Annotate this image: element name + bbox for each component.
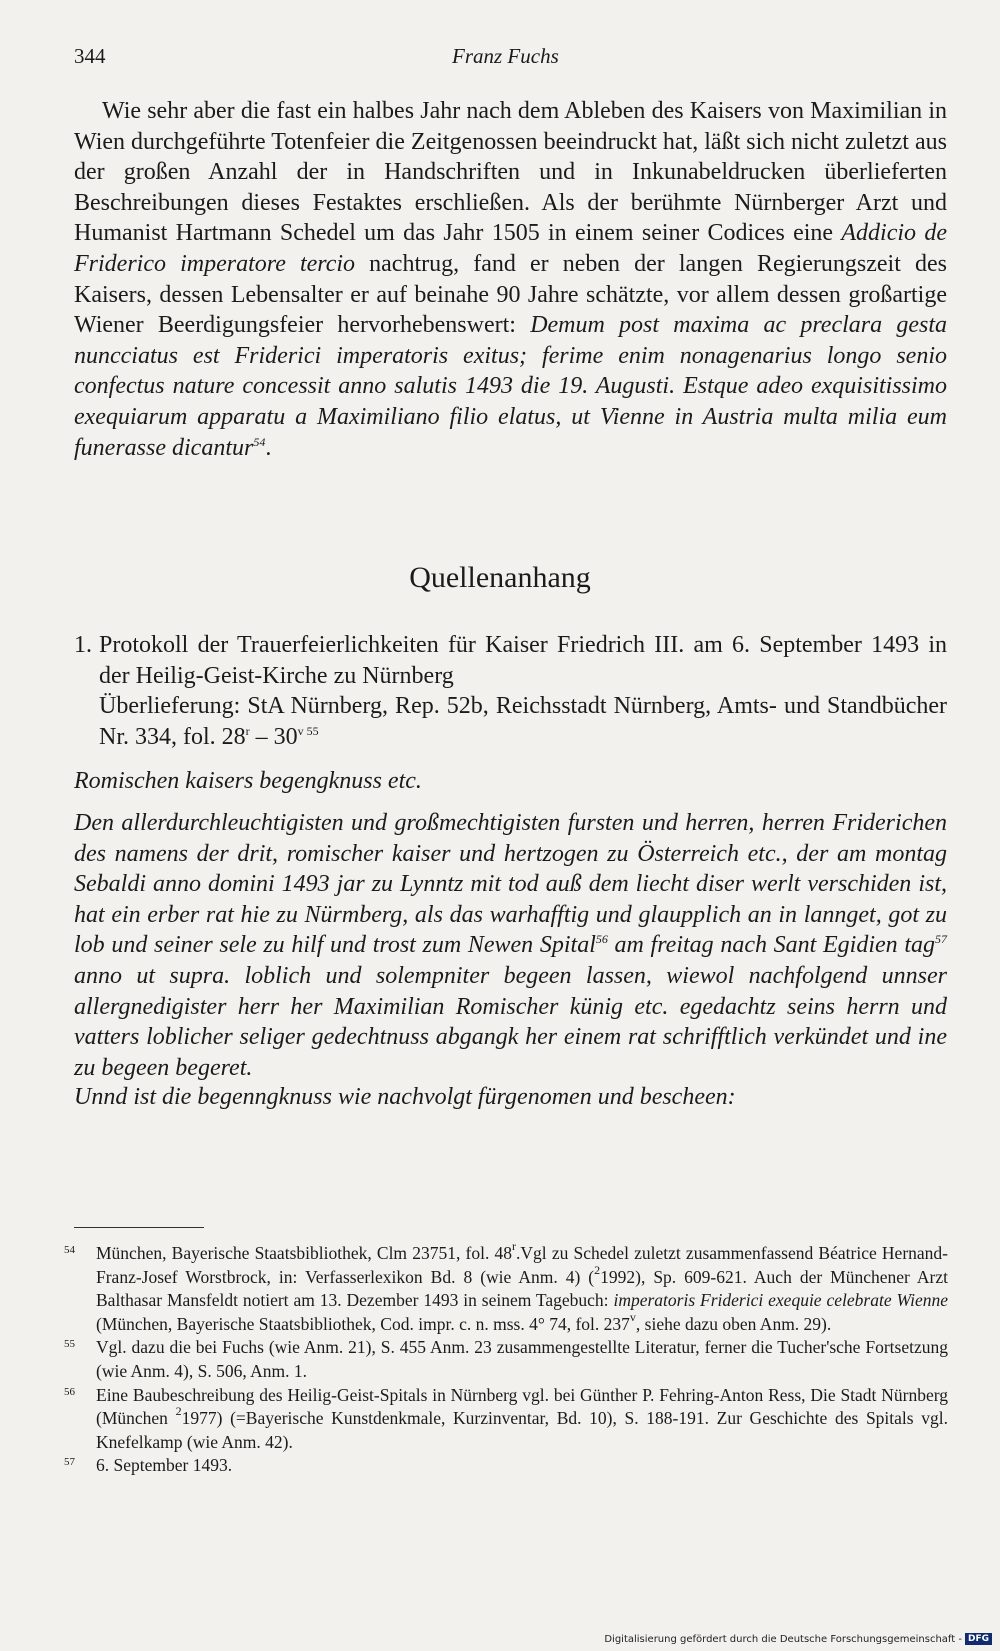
digitization-notice	[604, 1633, 992, 1645]
latin-quote: Demum post maxima ac preclara gesta nuncciatus est Friderici imperatoris exitus; ferime enim nonagenarius longo senio confectus nature concessit anno salutis 1493 die 19. Augusti. Estque adeo exquisitissimo exequiarum apparatu a Maximiliano filio elatus, ut Vienne in Austria multa milia eum funerasse dicantur	[74, 312, 947, 461]
footnote-ref[interactable]: 54	[253, 434, 266, 449]
footnote-ref[interactable]: 57	[935, 932, 947, 947]
footnote-divider	[74, 1227, 204, 1228]
source-transmission: Überlieferung: StA Nürnberg, Rep. 52b, Reichsstadt Nürnberg, Amts- und Standbücher Nr. 334, fol. 28$^r$ – 30$^v$ $^{55}$	[99, 693, 947, 750]
footnote: 56 Eine Baubeschreibung des Heilig-Geist-Spitals in Nürnberg vgl. bei Günther P. Fehring-Anton Ress, Die Stadt Nürnberg (München $^2$1977) (=Bayerische Kunstdenkmale, Kurzinventar, Bd. 10), S. 188-191. Zur Geschichte des Spitals vgl. Knefelkamp (wie Anm. 42).	[64, 1384, 948, 1455]
footnote-ref[interactable]: 56	[595, 932, 608, 947]
footnote-number: 57	[64, 1456, 75, 1469]
source-number: 1.	[74, 632, 92, 658]
paragraph-text: Wie sehr aber die fast ein halbes Jahr nach dem Ableben des Kaisers von Maximilian in Wien durchgeführte Totenfeier die Zeitgenossen beeindruckt hat, läßt sich nicht zuletzt aus der großen Anzahl der in Handschriften und in Inkunabeldrucken überlieferten Beschreibungen dieses Festaktes erschließen. Als der berühmte Nürnberger Arzt und Humanist Hartmann Schedel um das Jahr 1505 in einem seiner Codices eine	[74, 98, 947, 247]
section-heading: Quellenanhang	[409, 561, 591, 594]
document-title: Romischen kaisers begengknuss etc.	[74, 768, 422, 794]
footnote-number: 54	[64, 1244, 75, 1256]
footnotes	[64, 1239, 949, 1478]
footnote: 55 Vgl. dazu die bei Fuchs (wie Anm. 21), S. 455 Anm. 23 zusammengestellte Literatur, ferner die Tucher'sche Fortsetzung (wie Anm. 4), S. 506, Anm. 1.	[64, 1336, 948, 1383]
document-paragraph: Unnd ist die begenngknuss wie nachvolgt fürgenomen und bescheen:	[74, 1084, 736, 1110]
source-title: Protokoll der Trauerfeierlichkeiten für Kaiser Friedrich III. am 6. September 1493 in der Heilig-Geist-Kirche zu Nürnberg	[99, 632, 947, 689]
paragraph-text: nachtrug, fand er neben der langen Regierungszeit des Kaisers, dessen Lebensalter er auf beinahe 90 Jahre schätzte, vor allem dessen großartige Wiener Beerdigungsfeier hervorhebenswert:	[74, 250, 947, 339]
source-entry	[74, 630, 947, 752]
running-title: Franz Fuchs	[452, 44, 559, 68]
source-body	[99, 630, 947, 752]
latin-title: Addicio de Friderico imperatore tercio	[74, 220, 947, 277]
body-paragraph	[74, 96, 947, 463]
footnote-ref[interactable]: 55	[303, 723, 319, 738]
digitization-text: Digitalisierung gefördert durch die Deutsche Forschungsgemeinschaft -	[604, 1633, 962, 1645]
page-number: 344	[74, 44, 106, 68]
dfg-logo: DFG	[965, 1633, 992, 1645]
document-paragraph: Den allerdurchleuchtigisten und großmechtigisten fursten und herren, herren Friderichen des namens der drit, romischer kaiser und hertzogen zu Österreich etc., der am montag Sebaldi anno domini 1493 jar zu Lynntz mit tod auß dem liecht diser werlt verschiden ist, hat ein erber rat hie zu Nürmberg, als das warhafftig und glaupplich an in lannget, got zu lob und seiner sele zu hilf und trost zum Newen Spital$^{56}$ am freitag nach Sant Egidien tag$^{57}$ anno ut supra. loblich und solempniter begeen lassen, wiewol nachfolgend unnser allergnedigister herr her Maximilian Romischer künig etc. egedachtz seins herrn und vatters loblicher seliger gedechtnuss abgangk her einem rat schrifftlich verkündet und ine zu begeen begeret.	[74, 810, 947, 1081]
footnote: 54 München, Bayerische Staatsbibliothek, Clm 23751, fol. 48$^r$.Vgl zu Schedel zuletzt zusammenfassend Béatrice Hernand-Franz-Josef Worstbrock, in: Verfasserlexikon Bd. 8 (wie Anm. 4) ($^2$1992), Sp. 609-621. Auch der Münchener Arzt Balthasar Mansfeldt notiert am 13. Dezember 1493 in seinem Tagebuch: imperatoris Friderici exequie celebrate Wienne (München, Bayerische Staatsbibliothek, Cod. impr. c. n. mss. 4° 74, fol. 237$^v$, siehe dazu oben Anm. 29).	[64, 1239, 949, 1334]
footnote: 57 6. September 1493.	[64, 1454, 948, 1478]
footnote-number: 55	[64, 1338, 75, 1351]
footnote-number: 56	[64, 1385, 75, 1398]
paragraph-text: .	[265, 434, 272, 461]
page-header	[74, 44, 944, 74]
